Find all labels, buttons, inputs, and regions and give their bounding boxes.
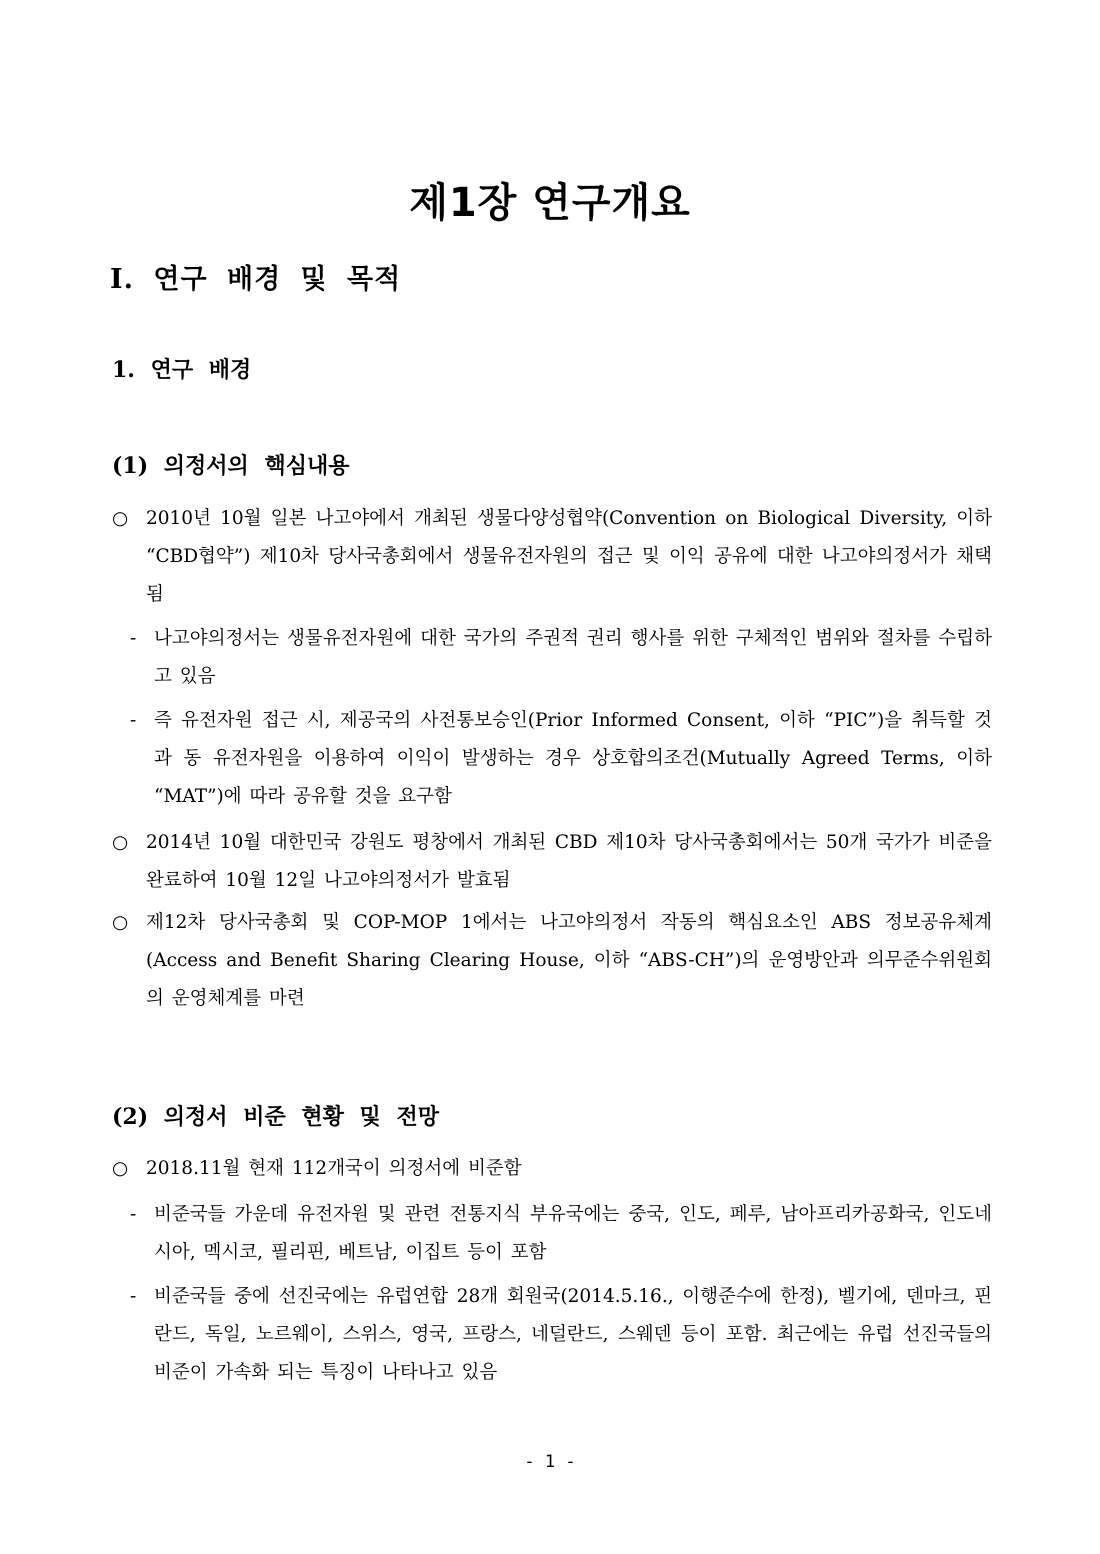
bullet-circle-icon: ○ <box>112 912 129 933</box>
list-item <box>112 904 992 1018</box>
topic-heading-ratification-status: (2) 의정서 비준 현황 및 전망 <box>112 1104 439 1131</box>
bullet-circle-icon: ○ <box>112 832 129 853</box>
bullet-circle-icon: ○ <box>112 1158 129 1179</box>
sub-list-item-text: 비준국들 가운데 유전자원 및 관련 전통지식 부유국에는 중국, 인도, 페루, 남아프리카공화국, 인도네시아, 멕시코, 필리핀, 베트남, 이집트 등이 포함 <box>154 1204 992 1263</box>
sub-list-item-text: 비준국들 중에 선진국에는 유럽연합 28개 회원국(2014.5.16., 이행준수에 한정), 벨기에, 덴마크, 핀란드, 독일, 노르웨이, 스위스, 영국, 프랑스, 네덜란드, 스웨덴 등이 포함. 최근에는 유럽 선진국들의 비준이 가속화 되는 특징이 나타나고 있음 <box>154 1286 992 1383</box>
sub-list-item <box>130 702 992 816</box>
sub-list-item <box>130 1196 992 1272</box>
list-item-text: 제12차 당사국총회 및 COP-MOP 1에서는 나고야의정서 작동의 핵심요소인 ABS 정보공유체계(Access and Benefit Sharing Clearing House, 이하 “ABS-CH”)의 운영방안과 의무준수위원회의 운영체계를 마련 <box>146 912 992 1009</box>
sub-list-item-text: 나고야의정서는 생물유전자원에 대한 국가의 주권적 권리 행사를 위한 구체적인 범위와 절차를 수립하고 있음 <box>154 628 992 687</box>
list-item-text: 2010년 10월 일본 나고야에서 개최된 생물다양성협약(Convention on Biological Diversity, 이하 “CBD협약”) 제10차 당사국총회에서 생물유전자원의 접근 및 이익 공유에 대한 나고야의정서가 채택됨 <box>146 508 992 605</box>
list-item <box>112 500 992 614</box>
sub-list-item <box>130 1278 992 1392</box>
sub-list-item <box>130 620 992 696</box>
sub-list-item-text: 즉 유전자원 접근 시, 제공국의 사전통보승인(Prior Informed Consent, 이하 “PIC”)을 취득할 것과 동 유전자원을 이용하여 이익이 발생하는 경우 상호합의조건(Mutually Agreed Terms, 이하 “MAT”)에 따라 공유할 것을 요구함 <box>154 710 992 807</box>
list-item <box>112 1150 992 1188</box>
dash-icon: - <box>130 1286 137 1307</box>
bullet-circle-icon: ○ <box>112 508 129 529</box>
list-item-text: 2018.11월 현재 112개국이 의정서에 비준함 <box>146 1158 522 1179</box>
list-item <box>112 824 992 900</box>
dash-icon: - <box>130 1204 137 1225</box>
subsection-heading: 1. 연구 배경 <box>112 357 252 383</box>
dash-icon: - <box>130 710 137 731</box>
page-number: - 1 - <box>524 1452 576 1472</box>
page-title: 제1장 연구개요 <box>409 179 691 226</box>
section-heading: I. 연구 배경 및 목적 <box>110 264 402 296</box>
dash-icon: - <box>130 628 137 649</box>
topic-heading-core-content: (1) 의정서의 핵심내용 <box>112 453 350 480</box>
list-item-text: 2014년 10월 대한민국 강원도 평창에서 개최된 CBD 제10차 당사국총회에서는 50개 국가가 비준을 완료하여 10월 12일 나고야의정서가 발효됨 <box>146 832 992 891</box>
